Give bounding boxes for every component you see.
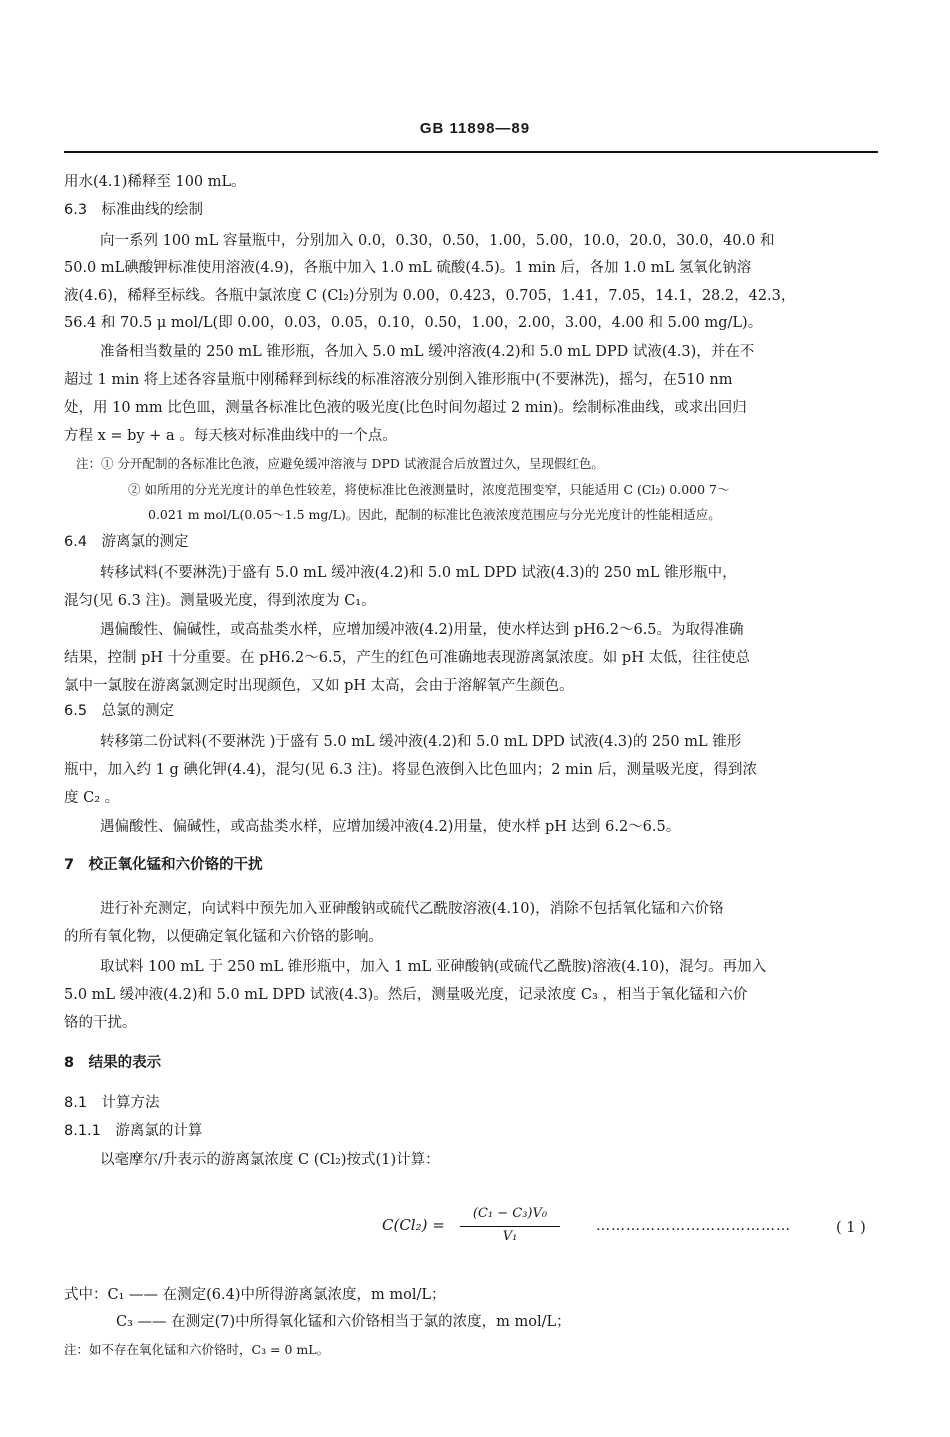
section-heading-6-5: 6.5 总氯的测定	[64, 703, 175, 719]
section-heading-8-1-1: 8.1.1 游离氯的计算	[64, 1123, 203, 1139]
text-line: 转移第二份试料(不要淋洗 )于盛有 5.0 mL 缓冲液(4.2)和 5.0 mL DPD 试液(4.3)的 250 mL 锥形	[100, 734, 742, 750]
text-line: 超过 1 min 将上述各容量瓶中刚稀释到标线的标准溶液分别倒入锥形瓶中(不要淋洗)，摇匀，在510 nm	[64, 372, 733, 388]
text-line: 方程 x = by + a 。每天核对标准曲线中的一个点。	[64, 428, 397, 444]
fraction-bar	[460, 1226, 560, 1227]
note-1: 注：① 分开配制的各标准比色液，应避免缓冲溶液与 DPD 试液混合后放置过久，呈现假红色。	[76, 456, 604, 471]
text-line: 5.0 mL 缓冲液(4.2)和 5.0 mL DPD 试液(4.3)。然后，测量吸光度，记录浓度 C₃ ，相当于氧化锰和六价	[64, 987, 748, 1003]
text-line: 混匀(见 6.3 注)。测量吸光度，得到浓度为 C₁。	[64, 593, 376, 609]
standard-code-header: GB 11898—89	[419, 120, 531, 137]
text-line: 以毫摩尔/升表示的游离氯浓度 C (Cl₂)按式(1)计算：	[100, 1152, 440, 1168]
header-rule	[64, 151, 878, 153]
formula-lhs: C(Cl₂) =	[382, 1216, 445, 1234]
variable-definition: 式中：C₁ —— 在测定(6.4)中所得游离氯浓度，m mol/L；	[64, 1287, 446, 1303]
text-line: 向一系列 100 mL 容量瓶中，分别加入 0.0，0.30，0.50，1.00，5.00，10.0，20.0，30.0，40.0 和	[100, 233, 775, 249]
note-2: ② 如所用的分光光度计的单色性较差，将使标准比色液测量时，浓度范围变窄，只能适用 C (Cl₂) 0.000 7～	[128, 482, 730, 497]
note-3: 注：如不存在氧化锰和六价铬时，C₃ = 0 mL。	[64, 1342, 330, 1357]
text-line: 铬的干扰。	[64, 1015, 137, 1031]
section-heading-6-4: 6.4 游离氯的测定	[64, 534, 189, 550]
text-line: 准备相当数量的 250 mL 锥形瓶，各加入 5.0 mL 缓冲溶液(4.2)和 5.0 mL DPD 试液(4.3)，并在不	[100, 344, 755, 360]
text-line: 取试料 100 mL 于 250 mL 锥形瓶中，加入 1 mL 亚砷酸钠(或硫代乙酰胺)溶液(4.10)，混匀。再加入	[100, 959, 767, 975]
formula-denominator: V₁	[502, 1229, 518, 1244]
section-heading-8-1: 8.1 计算方法	[64, 1095, 160, 1111]
dot-leader: …………………………………	[596, 1218, 791, 1234]
section-heading-7: 7 校正氧化锰和六价铬的干扰	[64, 857, 263, 873]
section-heading-8: 8 结果的表示	[64, 1055, 162, 1071]
text-line: 进行补充测定，向试料中预先加入亚砷酸钠或硫代乙酰胺溶液(4.10)，消除不包括氧化锰和六价铬	[100, 901, 724, 917]
text-line: 结果，控制 pH 十分重要。在 pH6.2～6.5，产生的红色可准确地表现游离氯浓度。如 pH 太低，往往使总	[64, 650, 750, 666]
text-line: 液(4.6)，稀释至标线。各瓶中氯浓度 C (Cl₂)分别为 0.00，0.423，0.705，1.41，7.05，14.1，28.2，42.3，	[64, 288, 796, 304]
text-line: 氯中一氯胺在游离氯测定时出现颜色，又如 pH 太高，会由于溶解氧产生颜色。	[64, 678, 574, 694]
text-line: 56.4 和 70.5 μ mol/L(即 0.00，0.03，0.05，0.10，0.50，1.00，2.00，3.00，4.00 和 5.00 mg/L)。	[64, 315, 763, 331]
text-line: 瓶中，加入约 1 g 碘化钾(4.4)，混匀(见 6.3 注)。将显色液倒入比色皿内；2 min 后，测量吸光度，得到浓	[64, 762, 757, 778]
text-line: 遇偏酸性、偏碱性，或高盐类水样，应增加缓冲液(4.2)用量，使水样达到 pH6.2～6.5。为取得准确	[100, 622, 744, 638]
equation-number: ( 1 )	[836, 1220, 866, 1236]
section-heading-6-3: 6.3 标准曲线的绘制	[64, 202, 204, 218]
text-line: 用水(4.1)稀释至 100 mL。	[64, 174, 246, 190]
text-line: 的所有氧化物，以便确定氧化锰和六价铬的影响。	[64, 929, 383, 945]
text-line: 处，用 10 mm 比色皿，测量各标准比色液的吸光度(比色时间勿超过 2 min)。绘制标准曲线，或求出回归	[64, 400, 747, 416]
text-line: 50.0 mL碘酸钾标准使用溶液(4.9)，各瓶中加入 1.0 mL 硫酸(4.5)。1 min 后，各加 1.0 mL 氢氧化钠溶	[64, 260, 752, 276]
text-line: 遇偏酸性、偏碱性，或高盐类水样，应增加缓冲液(4.2)用量，使水样 pH 达到 6.2～6.5。	[100, 819, 681, 835]
note-2-cont: 0.021 m mol/L(0.05～1.5 mg/L)。因此，配制的标准比色液浓度范围应与分光光度计的性能相适应。	[148, 507, 721, 522]
variable-definition: C₃ —— 在测定(7)中所得氧化锰和六价铬相当于氯的浓度，m mol/L；	[116, 1314, 571, 1330]
text-line: 度 C₂ 。	[64, 790, 120, 806]
formula-numerator: (C₁ − C₃)V₀	[472, 1206, 548, 1221]
text-line: 转移试料(不要淋洗)于盛有 5.0 mL 缓冲液(4.2)和 5.0 mL DPD 试液(4.3)的 250 mL 锥形瓶中，	[100, 565, 737, 581]
